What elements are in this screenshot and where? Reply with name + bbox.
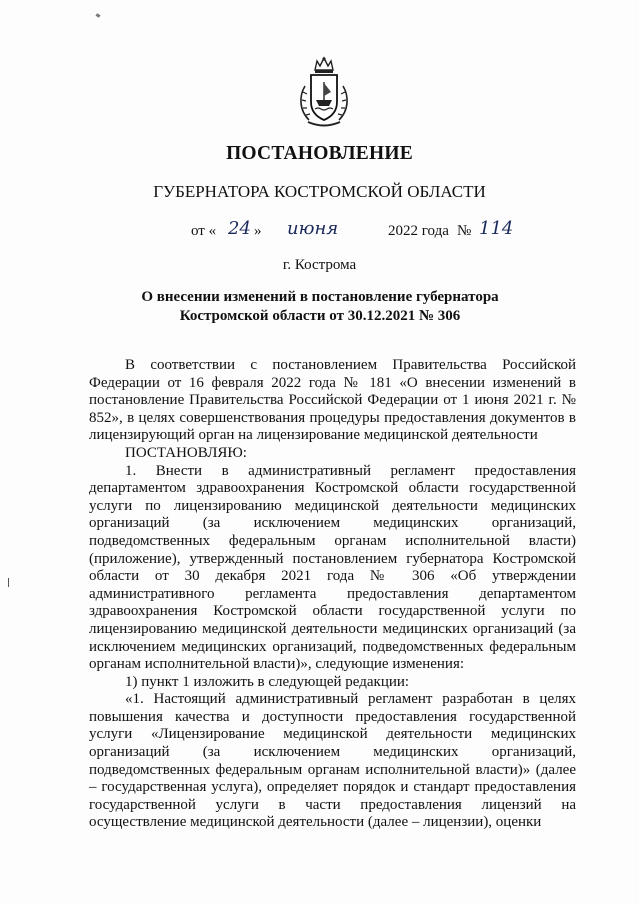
city-line: г. Кострома [282, 257, 357, 273]
issuer-line: ГУБЕРНАТОРА КОСТРОМСКОЙ ОБЛАСТИ [153, 182, 486, 201]
number-label: № [457, 223, 472, 239]
handwritten-number: 114 [479, 218, 514, 239]
date-number-line [0, 220, 639, 246]
date-prefix-close: » [254, 223, 262, 239]
date-prefix-open: от « [191, 223, 217, 239]
scan-speck [96, 13, 101, 18]
document-heading [120, 288, 520, 326]
decree-word: ПОСТАНОВЛЯЮ: [125, 444, 247, 461]
body-paragraph-2: 1. Внести в административный регламент предоставления департаментом здравоохранения Костромской области государственной услуги по лицензированию медицинской деятельности медицинских организаций (за исключением медицинских организаций, подведомственных федеральным органам исполнительной власти) (приложение), утвержденный постановлением губернатора Костромской области от 30 декабря 2021 года № 306 «Об утверждении административного регламента предоставления департаментом здравоохранения Костромской области государственной услуги по лицензированию медицинской деятельности медицинских организаций (за исключением медицинских организаций, подведомственных федеральным органам исполнительной власти)», следующие изменения: [89, 462, 576, 673]
body-paragraph-3: 1) пункт 1 изложить в следующей редакции: [125, 673, 410, 690]
heading-line-1: О внесении изменений в постановление губернатора [141, 289, 499, 305]
body-paragraph-1: В соответствии с постановлением Правительства Российской Федерации от 16 февраля 2022 года № 181 «О внесении изменений в постановление Правительства Российской Федерации от 1 июня 2021 г. № 852», в целях совершенствования процедуры предоставления документов в лицензирующий орган на лицензирование медицинской деятельности [89, 357, 576, 444]
scan-margin-mark [8, 578, 9, 587]
handwritten-day: 24 [228, 218, 251, 239]
body-paragraph-4: «1. Настоящий административный регламент разработан в целях повышения качества и доступности предоставления государственной услуги «Лицензирование медицинской деятельности медицинских организаций (за исключением медицинских организаций, подведомственных федеральным органам исполнительной власти)» (далее – государственная услуга), определяет порядок и стандарт предоставления государственной услуги в части предоставления лицензий на осуществление медицинской деятельности (далее – лицензии), оценки [89, 691, 576, 831]
heading-line-2: Костромской области от 30.12.2021 № 306 [179, 308, 461, 324]
coat-of-arms-icon [295, 56, 353, 130]
document-title: ПОСТАНОВЛЕНИЕ [226, 143, 413, 164]
document-body [89, 357, 576, 832]
handwritten-month: июня [287, 218, 339, 239]
date-year: 2022 года [388, 223, 449, 239]
